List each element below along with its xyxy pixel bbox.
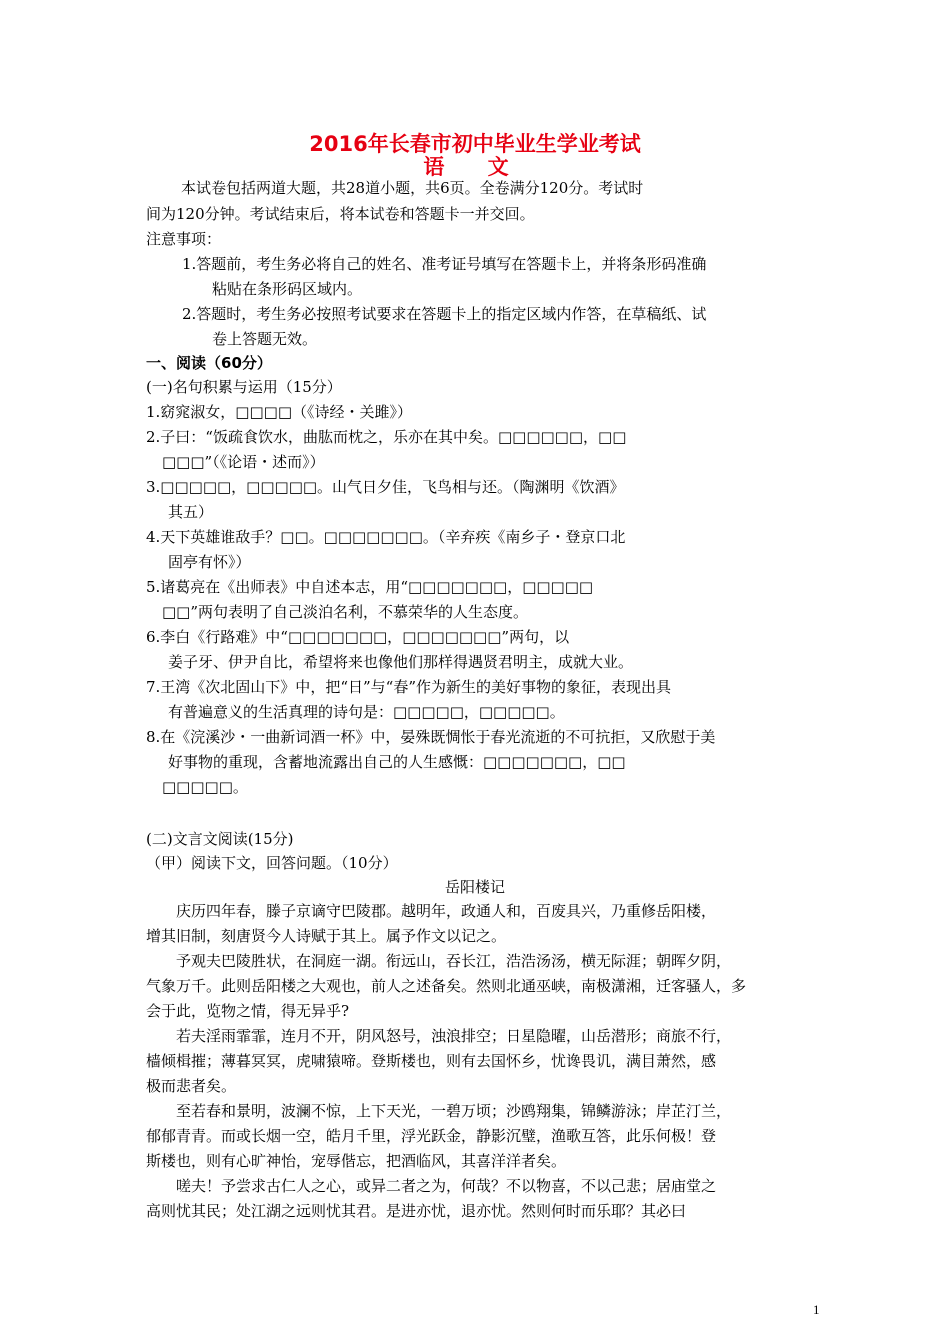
question-6: 6.李白《行路难》中“□□□□□□□，□□□□□□□”两句，以	[146, 628, 570, 646]
notes-heading: 注意事项：	[146, 230, 222, 248]
question-4: 4.天下英雄谁敌手？□□。□□□□□□□。（辛弃疾《南乡子・登京口北	[146, 528, 626, 546]
essay-line: 郁郁青青。而或长烟一空，皓月千里，浮光跃金，静影沉璧，渔歌互答，此乐何极！登	[146, 1127, 717, 1145]
question-6-cont: 姜子牙、伊尹自比，希望将来也像他们那样得遇贤君明主，成就大业。	[168, 653, 634, 671]
essay-title: 岳阳楼记	[444, 878, 505, 896]
question-3: 3.□□□□□，□□□□□。山气日夕佳，飞鸟相与还。（陶渊明《饮酒》	[146, 478, 625, 496]
essay-line: 嗟夫！予尝求古仁人之心，或异二者之为，何哉？不以物喜，不以己悲；居庙堂之	[176, 1177, 717, 1195]
note-item: 粘贴在条形码区域内。	[212, 280, 363, 298]
question-1: 1.窈窕淑女，□□□□（《诗经・关雎》）	[146, 403, 413, 421]
note-item: 卷上答题无效。	[212, 330, 318, 348]
question-4-cont: 固亭有怀》）	[168, 553, 251, 571]
question-8-cont: 好事物的重现，含蓄地流露出自己的人生感慨：□□□□□□□，□□	[168, 753, 626, 771]
page-number: 1	[813, 1302, 820, 1317]
essay-line: 若夫淫雨霏霏，连月不开，阴风怒号，浊浪排空；日星隐曜，山岳潜形；商旅不行，	[176, 1027, 732, 1045]
section-heading: 一、阅读（60分）	[146, 354, 272, 372]
question-8: 8.在《浣溪沙・一曲新词酒一杯》中，晏殊既惆怅于春光流逝的不可抗拒，又欣慰于美	[146, 728, 716, 746]
part-heading: (一)名句积累与运用（15分）	[146, 378, 342, 396]
note-item: 1.答题前，考生务必将自己的姓名、准考证号填写在答题卡上，并将条形码准确	[182, 255, 707, 273]
exam-subject: 语 文	[423, 155, 527, 179]
essay-line: 增其旧制，刻唐贤今人诗赋于其上。属予作文以记之。	[146, 927, 507, 945]
essay-line: 会于此，览物之情，得无异乎?	[146, 1002, 350, 1020]
essay-line: 予观夫巴陵胜状，在洞庭一湖。衔远山，吞长江，浩浩汤汤，横无际涯；朝晖夕阴，	[176, 952, 732, 970]
question-8-cont: □□□□□。	[162, 778, 248, 796]
exam-title: 2016年长春市初中毕业生学业考试	[309, 132, 641, 156]
essay-line: 高则忧其民；处江湖之远则忧其君。是进亦忧，退亦忧。然则何时而乐耶？其必曰	[146, 1202, 687, 1220]
essay-line: 樯倾楫摧；薄暮冥冥，虎啸猿啼。登斯楼也，则有去国怀乡，忧谗畏讥，满目萧然，感	[146, 1052, 717, 1070]
note-item: 2.答题时，考生务必按照考试要求在答题卡上的指定区域内作答，在草稿纸、试	[182, 305, 707, 323]
essay-line: 庆历四年春，滕子京谪守巴陵郡。越明年，政通人和，百废具兴，乃重修岳阳楼，	[176, 902, 717, 920]
question-7-cont: 有普遍意义的生活真理的诗句是：□□□□□，□□□□□。	[168, 703, 565, 721]
question-3-cont: 其五）	[168, 503, 214, 521]
question-7: 7.王湾《次北固山下》中，把“日”与“春”作为新生的美好事物的象征，表现出具	[146, 678, 671, 696]
intro-line: 本试卷包括两道大题，共28道小题，共6页。全卷满分120分。考试时	[181, 179, 644, 197]
question-5-cont: □□”两句表明了自己淡泊名利，不慕荣华的人生态度。	[162, 603, 529, 621]
intro-line: 间为120分钟。考试结束后，将本试卷和答题卡一并交回。	[146, 205, 535, 223]
part-heading: (二)文言文阅读(15分)	[146, 830, 294, 848]
essay-line: 极而悲者矣。	[146, 1077, 237, 1095]
question-2-cont: □□□”（《论语・述而》）	[162, 453, 325, 471]
question-5: 5.诸葛亮在《出师表》中自述本志，用“□□□□□□□，□□□□□	[146, 578, 594, 596]
essay-line: 斯楼也，则有心旷神怡，宠辱偕忘，把酒临风，其喜洋洋者矣。	[146, 1152, 567, 1170]
essay-line: 气象万千。此则岳阳楼之大观也，前人之述备矣。然则北通巫峡，南极潇湘，迁客骚人，多	[146, 977, 747, 995]
question-2: 2.子曰：“饭疏食饮水，曲肱而枕之，乐亦在其中矣。□□□□□□，□□	[146, 428, 627, 446]
essay-line: 至若春和景明，波澜不惊，上下天光，一碧万顷；沙鸥翔集，锦鳞游泳；岸芷汀兰，	[176, 1102, 732, 1120]
part-subheading: （甲）阅读下文，回答问题。（10分）	[146, 854, 398, 872]
